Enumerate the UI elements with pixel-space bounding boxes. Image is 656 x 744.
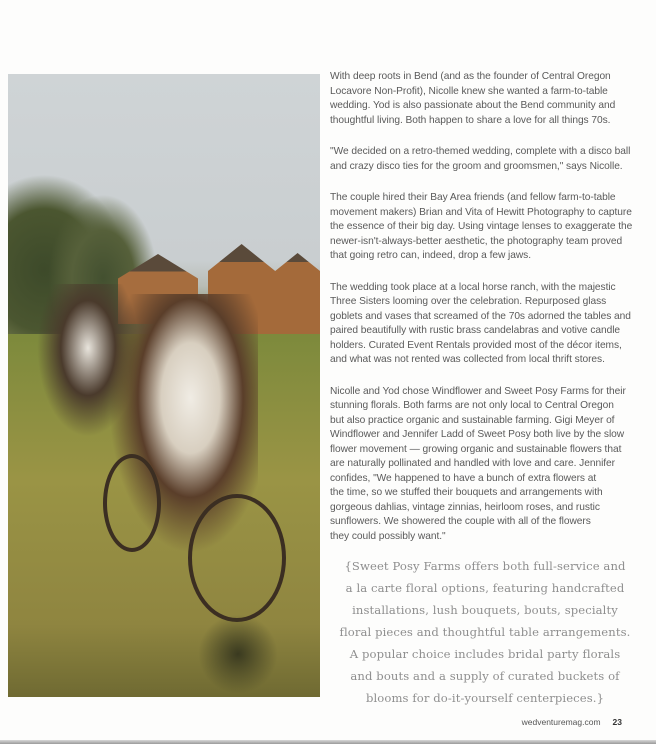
page-footer — [522, 717, 622, 727]
footer-website: wedventuremag.com — [521, 717, 601, 727]
text-line: Windflower and Jennifer Ladd of Sweet Posy both live by the slow — [330, 429, 625, 440]
article-body — [330, 70, 652, 561]
text-line: gorgeous dahlias, vintage zinnias, heirloom roses, and rustic — [330, 501, 600, 513]
article-paragraph — [330, 385, 652, 545]
text-line: "We decided on a retro-themed wedding, complete with a disco ball — [330, 146, 631, 157]
text-line: goblets and vases that screamed of the 70s adorned the tables and — [330, 310, 631, 322]
text-line: and crazy disco ties for the groom and groomsmen," says Nicolle. — [330, 160, 623, 172]
text-line: wedding. Yod is also passionate about the Bend community and — [330, 100, 616, 111]
text-line: Locavore Non-Profit), Nicolle knew she wanted a farm-to-table — [330, 85, 608, 97]
scan-edge — [0, 740, 656, 744]
text-line: that going retro can, indeed, drop a few jaws. — [330, 250, 532, 261]
article-paragraph — [330, 191, 652, 264]
text-line: the essence of their big day. Using vintage lenses to exaggerate the — [330, 221, 633, 232]
text-line: thoughtful living. Both happen to share a love for all things 70s. — [330, 114, 611, 126]
photo-shadow — [198, 614, 278, 694]
article-paragraph — [330, 281, 652, 368]
pull-quote-line: floral pieces and thoughtful table arrangements. — [339, 625, 631, 639]
text-line: movement makers) Brian and Vita of Hewitt Photography to capture — [330, 206, 632, 218]
text-line: newer-isn't-always-better aesthetic, the photography team proved — [330, 235, 623, 247]
text-line: Three Sisters looming over the celebration. Repurposed glass — [330, 296, 607, 307]
pull-quote-line: blooms for do-it-yourself centerpieces.} — [365, 691, 605, 705]
pull-quote — [325, 555, 645, 709]
text-line: paired beautifully with rustic brass candelabras and votive candle — [330, 325, 621, 336]
pull-quote-line: A popular choice includes bridal party florals — [349, 647, 621, 661]
page-number: 23 — [612, 717, 622, 727]
article-paragraph — [330, 145, 652, 174]
text-line: stunning florals. Both farms are not only local to Central Oregon — [330, 400, 614, 411]
text-line: flower movement — growing organic and sustainable flowers that — [330, 443, 622, 455]
text-line: are naturally pollinated and handled with love and care. Jennifer — [330, 458, 616, 469]
article-paragraph — [330, 70, 652, 128]
text-line: Nicolle and Yod chose Windflower and Sweet Posy Farms for their — [330, 385, 626, 397]
text-line: The wedding took place at a local horse ranch, with the majestic — [330, 281, 616, 293]
photo-bicycle-wheel — [103, 454, 161, 552]
wedding-photo — [8, 74, 320, 697]
text-line: the time, so we stuffed their bouquets and arrangements with — [330, 487, 603, 498]
text-line: The couple hired their Bay Area friends (and fellow farm-to-table — [330, 192, 616, 203]
pull-quote-line: {Sweet Posy Farms offers both full-service and — [344, 559, 626, 573]
text-line: With deep roots in Bend (and as the founder of Central Oregon — [330, 71, 611, 82]
text-line: and what was not rented was collected from local thrift stores. — [330, 354, 605, 365]
text-line: holders. Curated Event Rentals provided most of the décor items, — [330, 339, 622, 351]
pull-quote-line: and bouts and a supply of curated buckets of — [350, 669, 620, 683]
pull-quote-line: installations, lush bouquets, bouts, specialty — [352, 603, 618, 617]
photo-bicycle-wheel — [188, 494, 286, 622]
text-line: sunflowers. We showered the couple with all of the flowers — [330, 516, 591, 527]
text-line: they could possibly want." — [330, 530, 446, 542]
text-line: but also practice organic and sustainable farming. Gigi Meyer of — [330, 414, 615, 426]
pull-quote-line: a la carte floral options, featuring handcrafted — [345, 581, 625, 595]
text-line: confides, "We happened to have a bunch of extra flowers at — [330, 472, 597, 484]
